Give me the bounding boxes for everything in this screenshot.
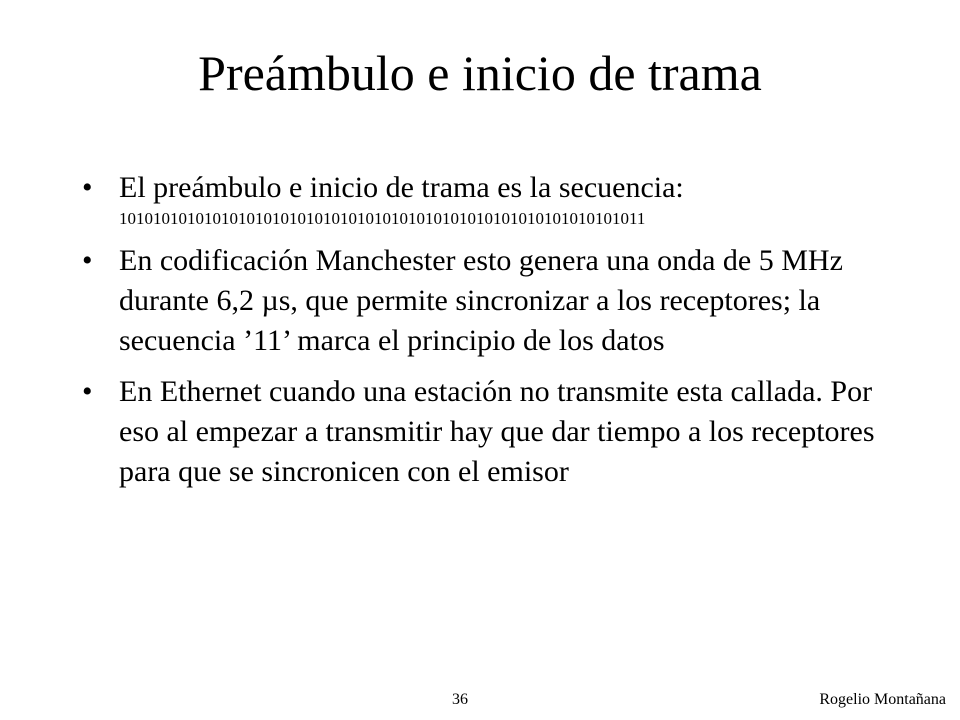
bullet-item-manchester [82,241,912,361]
bullet-list [82,168,912,503]
bullet-item-ethernet [82,372,912,492]
slide-title: Preámbulo e inicio de trama [198,45,762,101]
footer-author: Rogelio Montañana [819,691,946,708]
bullet-item-preamble [82,168,912,230]
page-number: 36 [452,691,468,708]
bullet-text: En Ethernet cuando una estación no transmite esta callada. Por eso al empezar a transmitir hay que dar tiempo a los receptores para que se sincronicen con el emisor [119,375,875,488]
bullet-dot-icon: • [82,171,93,204]
bit-sequence: 10101010101010101010101010101010101010101010101010101010101011 [119,209,646,228]
bullet-dot-icon: • [82,375,93,408]
bullet-text: El preámbulo e inicio de trama es la secuencia: [119,171,684,204]
bullet-dot-icon: • [82,244,93,277]
bullet-text: En codificación Manchester esto genera una onda de 5 MHz durante 6,2 µs, que permite sincronizar a los receptores; la secuencia ’11’ marca el principio de los datos [119,244,843,357]
